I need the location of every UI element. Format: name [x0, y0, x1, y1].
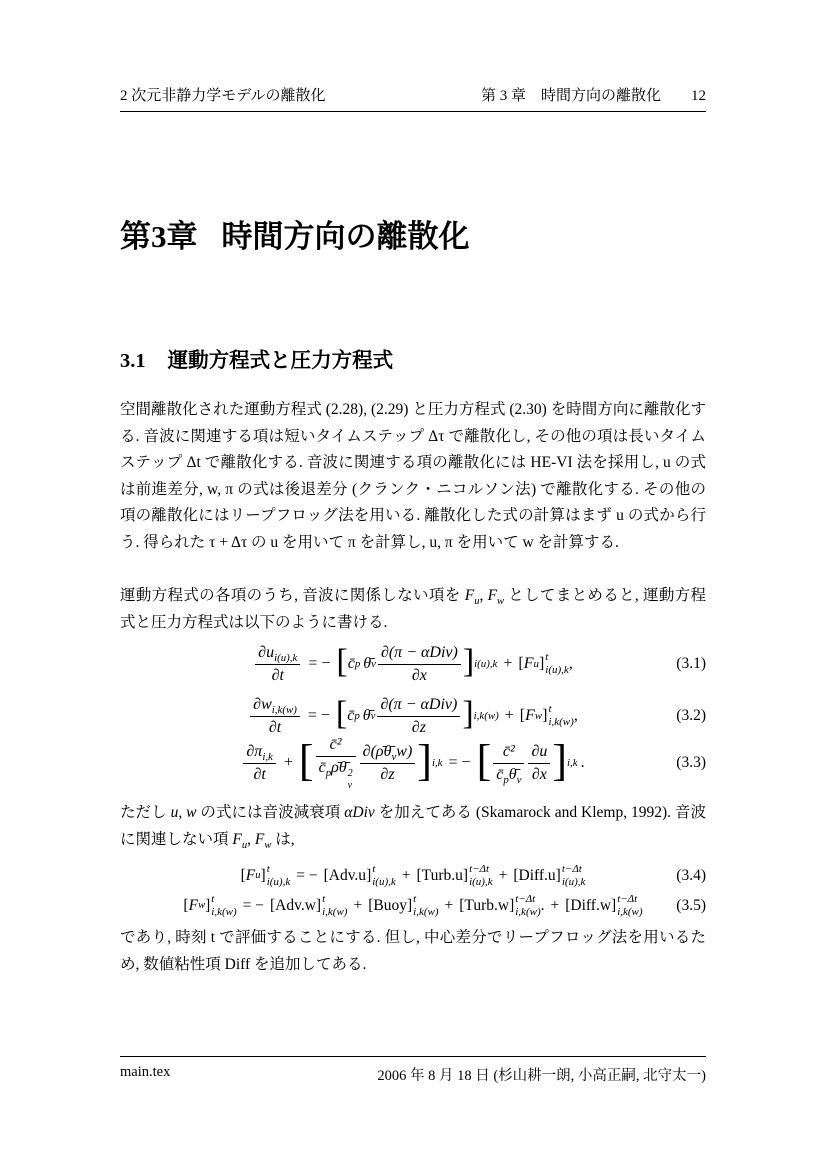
lhs-fraction: $\frac{\partial u_{i(u),k}}{\partial t}$: [255, 643, 300, 686]
paragraph-1: 空間離散化された運動方程式 (2.28), (2.29) と圧力方程式 (2.30) を時間方向に離散化する. 音波に関連する項は短いタイムステップ Δτ で離散化し, その他の項は長いタイムステップ Δt で離散化する. 音波に関連する項の離散化には HE-VI 法を採用し, u の式は前進差分, w, π の式は後退差分 (クランク・ニコルソン法) で離散化する. その他の項の離散化にはリープフロッグ法を用いる. 離散化した式の計算はまず u の式から行う. 得られた τ + Δτ の u を用いて π を計算し, u, π を用いて w を計算する.: [120, 401, 706, 551]
page-footer: [120, 1056, 706, 1085]
section-heading: [120, 343, 393, 373]
page-header: [120, 84, 706, 112]
equation-number: (3.2): [676, 707, 706, 724]
footer-filename: main.tex: [120, 1064, 171, 1080]
paragraph-3: ただし u, w の式には音波減衰項 αDiv を加えてある (Skamarock and Klemp, 1992). 音波に関連しない項 $F_u$, $F_w$ は,: [120, 804, 706, 851]
equation-number: (3.3): [676, 754, 706, 771]
chapter-number: 第3章: [120, 219, 198, 254]
section-number: 3.1: [120, 350, 146, 372]
chapter-heading: [120, 211, 470, 256]
equation-3-3: $\frac{\partial\pi_{i,k}}{\partial t}$ + [ c̄² $c̄_p\rhō\thetā$ 2 v $\frac{\partial(\rhō\thetā_vw)}{\partial z}$ ] i,k = − [ $\frac{\text{c̄²}}{c̄_p\thetā_v}$ $\frac{\partial u}{\partial x}$ ] i,k . (3.3): [120, 732, 706, 794]
paragraph-4: であり, 時刻 t で評価することにする. 但し, 中心差分でリープフロッグ法を用いるため, 数値粘性項 Diff を追加してある.: [120, 929, 706, 973]
header-chapter-label: 第 3 章 時間方向の離散化: [480, 88, 661, 104]
equation-number: (3.1): [676, 655, 706, 672]
equation-3-4: [ F u ] t i(u),k = − [ Adv.u ] t i(u),k + [ Turb.u ] t−Δt i(u),k + [ Diff.u ] t−Δt i(u),k (3.4): [240, 863, 706, 888]
footer-date-authors: 2006 年 8 月 18 日 (杉山耕一朗, 小高正嗣, 北守太一): [377, 1068, 706, 1084]
paragraph-2: 運動方程式の各項のうち, 音波に関係しない項を $F_u$, $F_w$ としてまとめると, 運動方程式と圧力方程式は以下のように書ける.: [120, 587, 706, 631]
equation-3-1: $\frac{\partial u_{i(u),k}}{\partial t}$ = − [ c̄ p θ̄ v $\frac{\text{∂(π − αDiv)}}{\partial x}$ ] i(u),k + [ F u ] t i(u),k , (3.1): [120, 636, 706, 692]
equation-3-2: $\frac{\partial w_{i,k(w)}}{\partial t}$ = − [ c̄ p θ̄ v $\frac{\text{∂(π − αDiv)}}{\partial z}$ ] i,k(w) + [ F w ] t i,k(w) , (3.2): [120, 688, 706, 744]
chapter-title: 時間方向の離散化: [221, 219, 470, 254]
header-page-number: 12: [691, 88, 706, 104]
header-left-title: 2 次元非静力学モデルの離散化: [120, 88, 326, 104]
equation-number: (3.4): [676, 867, 706, 884]
equation-3-5: [ F w ] t i,k(w) = − [ Adv.w ] t i,k(w) + [ Buoy ] t i,k(w) + [ Turb.w ] t−Δt i,k(w) . + [ Diff.w ] t−Δt i,k(w) (3.5): [183, 893, 706, 918]
section-title: 運動方程式と圧力方程式: [167, 350, 394, 372]
inner-fraction: $\frac{\text{∂(π − αDiv)}}{\partial x}$: [378, 643, 461, 686]
equation-number: (3.5): [676, 897, 706, 914]
